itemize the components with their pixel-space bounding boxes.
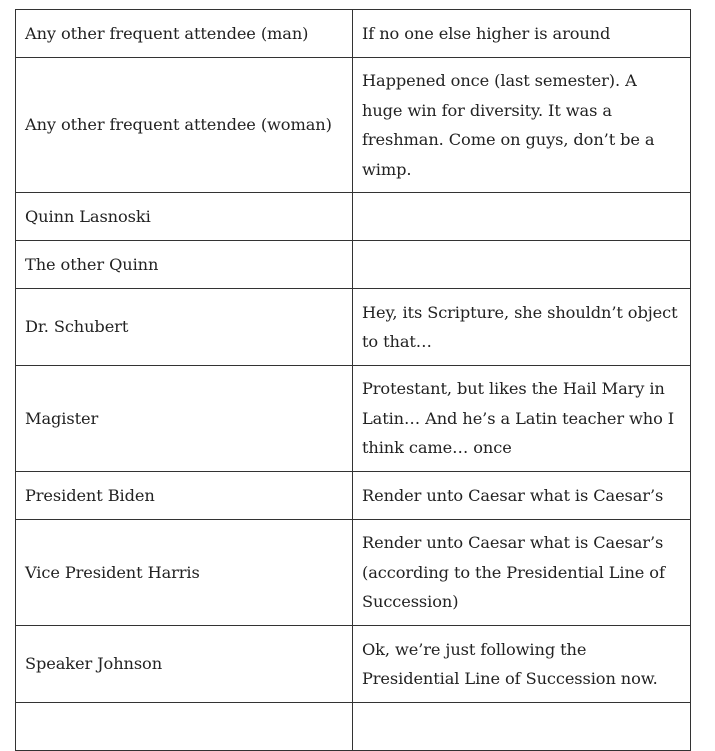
table-row [16, 366, 691, 472]
table-cell-name: Any other frequent attendee (woman) [16, 58, 353, 193]
table-cell-name: Speaker Johnson [16, 626, 353, 703]
table-cell-note [353, 193, 691, 241]
table-row [16, 58, 691, 193]
table-cell-name: President Biden [16, 472, 353, 520]
table-cell-note: If no one else higher is around [353, 10, 691, 58]
succession-table [15, 9, 691, 751]
table-cell-name: Vice President Harris [16, 520, 353, 626]
table-cell-note [353, 703, 691, 751]
table-row [16, 703, 691, 751]
table-cell-name: The other Quinn [16, 241, 353, 289]
table-cell-name [16, 703, 353, 751]
table-cell-name: Any other frequent attendee (man) [16, 10, 353, 58]
table-cell-note [353, 241, 691, 289]
table-row [16, 626, 691, 703]
table-cell-name: Magister [16, 366, 353, 472]
table-row [16, 472, 691, 520]
table-cell-name: Dr. Schubert [16, 289, 353, 366]
table-cell-note: Ok, we’re just following the Presidential Line of Succession now. [353, 626, 691, 703]
table-row [16, 193, 691, 241]
table-cell-name: Quinn Lasnoski [16, 193, 353, 241]
table-row [16, 10, 691, 58]
table-row [16, 520, 691, 626]
succession-table-container [15, 9, 690, 751]
table-cell-note: Happened once (last semester). A huge win for diversity. It was a freshman. Come on guys, don’t be a wimp. [353, 58, 691, 193]
table-row [16, 241, 691, 289]
table-row [16, 289, 691, 366]
table-cell-note: Hey, its Scripture, she shouldn’t object to that… [353, 289, 691, 366]
table-cell-note: Render unto Caesar what is Caesar’s (according to the Presidential Line of Succession) [353, 520, 691, 626]
table-cell-note: Render unto Caesar what is Caesar’s [353, 472, 691, 520]
table-cell-note: Protestant, but likes the Hail Mary in Latin… And he’s a Latin teacher who I think came… once [353, 366, 691, 472]
